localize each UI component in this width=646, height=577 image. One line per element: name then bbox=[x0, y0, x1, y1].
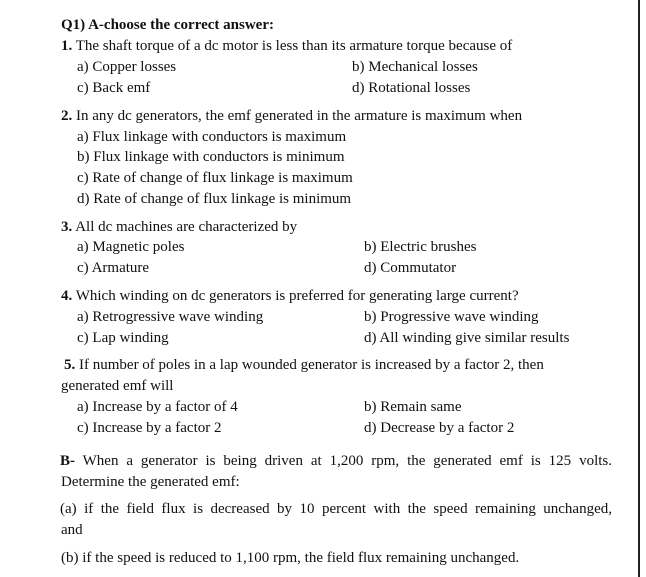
part-b-text: When a generator is being driven at 1,200 rpm, the generated emf is 125 volts. bbox=[82, 453, 612, 469]
question-number: 1. bbox=[61, 38, 73, 54]
question-text: Which winding on dc generators is preferred for generating large current? bbox=[75, 288, 519, 304]
option-d: d) Rate of change of flux linkage is minimum bbox=[77, 191, 352, 207]
question-text: All dc machines are characterized by bbox=[75, 219, 298, 235]
option-c: c) Armature bbox=[77, 260, 150, 276]
option-b: b) Electric brushes bbox=[364, 239, 477, 255]
option-a: a) Magnetic poles bbox=[77, 239, 185, 255]
option-d: d) All winding give similar results bbox=[364, 330, 570, 346]
question-number: 4. bbox=[61, 288, 73, 304]
question-stem bbox=[61, 107, 522, 125]
part-b-label: B- bbox=[60, 453, 75, 469]
part-b-item-a-cont: and bbox=[61, 522, 83, 538]
option-b: b) Flux linkage with conductors is minimum bbox=[77, 149, 345, 165]
option-b: b) Progressive wave winding bbox=[364, 309, 539, 325]
option-c: c) Back emf bbox=[77, 80, 151, 96]
option-a: a) Copper losses bbox=[77, 59, 177, 75]
part-b-item-a: (a) if the field flux is decreased by 10 percent with the speed remaining unchanged, bbox=[60, 501, 612, 517]
option-b: b) Mechanical losses bbox=[352, 59, 478, 75]
question-stem bbox=[61, 218, 297, 236]
part-b-line-1 bbox=[60, 452, 612, 470]
part-b-item-b: (b) if the speed is reduced to 1,100 rpm, the field flux remaining unchanged. bbox=[61, 550, 520, 566]
question-stem bbox=[64, 356, 544, 374]
option-a: a) Increase by a factor of 4 bbox=[77, 399, 238, 415]
question-text-continued: generated emf will bbox=[61, 378, 174, 394]
question-stem bbox=[61, 287, 519, 305]
option-c: c) Lap winding bbox=[77, 330, 169, 346]
option-d: d) Rotational losses bbox=[352, 80, 471, 96]
option-b: b) Remain same bbox=[364, 399, 462, 415]
option-a: a) Retrogressive wave winding bbox=[77, 309, 264, 325]
question-number: 5. bbox=[64, 357, 76, 373]
question-text: The shaft torque of a dc motor is less than its armature torque because of bbox=[75, 38, 513, 54]
question-text: If number of poles in a lap wounded generator is increased by a factor 2, then bbox=[79, 357, 544, 373]
option-c: c) Increase by a factor 2 bbox=[77, 420, 222, 436]
question-text: In any dc generators, the emf generated in the armature is maximum when bbox=[76, 108, 523, 124]
part-b-line-2: Determine the generated emf: bbox=[61, 474, 240, 490]
section-title: Q1) A-choose the correct answer: bbox=[61, 17, 274, 33]
option-a: a) Flux linkage with conductors is maximum bbox=[77, 129, 347, 145]
question-number: 2. bbox=[61, 108, 73, 124]
option-d: d) Decrease by a factor 2 bbox=[364, 420, 515, 436]
question-stem bbox=[61, 37, 512, 55]
option-c: c) Rate of change of flux linkage is maximum bbox=[77, 170, 353, 186]
option-d: d) Commutator bbox=[364, 260, 457, 276]
question-number: 3. bbox=[61, 219, 73, 235]
